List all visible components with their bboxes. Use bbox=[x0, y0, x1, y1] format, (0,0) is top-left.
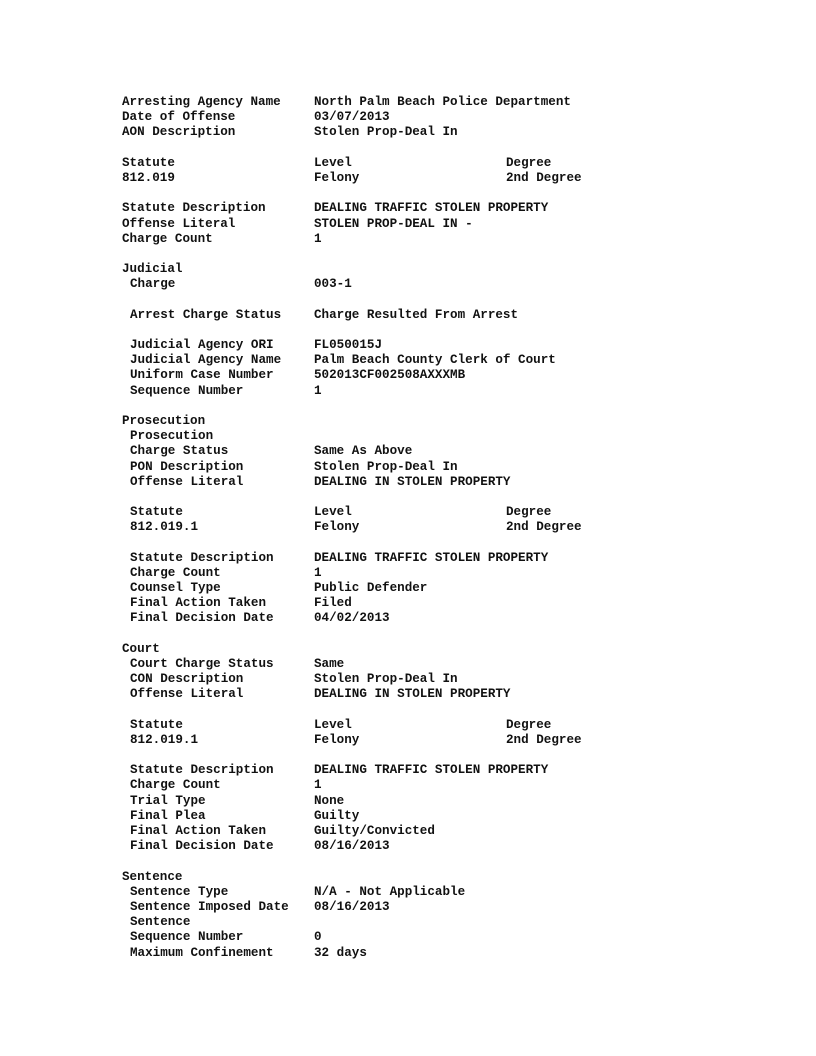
court-charge-status-row bbox=[122, 657, 762, 672]
final-plea-label: Final Plea bbox=[130, 808, 206, 823]
prosecution-statute-description-row bbox=[122, 551, 762, 566]
statute-description-value: DEALING TRAFFIC STOLEN PROPERTY bbox=[314, 201, 549, 216]
aon-description-value: Stolen Prop-Deal In bbox=[314, 125, 458, 140]
pon-description-value: Stolen Prop-Deal In bbox=[314, 459, 458, 474]
judicial-heading-row bbox=[122, 262, 762, 277]
charge-count-label: Charge Count bbox=[130, 565, 221, 580]
degree-header: Degree bbox=[506, 505, 552, 520]
sequence-number-label: Sequence Number bbox=[130, 930, 244, 945]
arrest-statute-row bbox=[122, 171, 762, 186]
uniform-case-number-row bbox=[122, 368, 762, 383]
sentence-imposed-date-label: Sentence Imposed Date bbox=[130, 899, 289, 914]
judicial-heading: Judicial bbox=[122, 262, 183, 277]
date-of-offense-label: Date of Offense bbox=[122, 110, 236, 125]
arrest-offense-literal-row bbox=[122, 217, 762, 232]
statute-description-value: DEALING TRAFFIC STOLEN PROPERTY bbox=[314, 763, 549, 778]
con-description-label: CON Description bbox=[130, 672, 244, 687]
level-value: Felony bbox=[314, 732, 360, 747]
judicial-charge-label: Charge bbox=[130, 277, 176, 292]
charge-count-value: 1 bbox=[314, 778, 322, 793]
court-charge-count-row bbox=[122, 778, 762, 793]
pon-description-label: PON Description bbox=[130, 459, 244, 474]
prosecution-heading-row bbox=[122, 414, 762, 429]
charge-count-label: Charge Count bbox=[130, 778, 221, 793]
arrest-charge-status-value: Charge Resulted From Arrest bbox=[314, 307, 519, 322]
court-charge-status-label: Court Charge Status bbox=[130, 656, 274, 671]
sentence-heading-row bbox=[122, 870, 762, 885]
aon-description-label: AON Description bbox=[122, 125, 236, 140]
sequence-number-value: 0 bbox=[314, 930, 322, 945]
prosecution-charge-status-row bbox=[122, 444, 762, 459]
final-action-label: Final Action Taken bbox=[130, 596, 267, 611]
prosecution-offense-literal-row bbox=[122, 475, 762, 490]
final-decision-date-value: 04/02/2013 bbox=[314, 611, 390, 626]
level-value: Felony bbox=[314, 520, 360, 535]
judicial-sequence-number-row bbox=[122, 384, 762, 399]
judicial-agency-ori-value: FL050015J bbox=[314, 338, 383, 352]
charge-count-value: 1 bbox=[314, 231, 322, 246]
charge-status-value: Same As Above bbox=[314, 444, 413, 459]
degree-header: Degree bbox=[506, 717, 552, 732]
maximum-confinement-row bbox=[122, 946, 762, 961]
level-header: Level bbox=[314, 155, 352, 170]
arrest-charge-count-row bbox=[122, 232, 762, 247]
statute-header: Statute bbox=[122, 155, 175, 170]
statute-description-value: DEALING TRAFFIC STOLEN PROPERTY bbox=[314, 550, 549, 565]
date-of-offense-value: 03/07/2013 bbox=[314, 110, 390, 125]
trial-type-label: Trial Type bbox=[130, 793, 206, 808]
prosecution-statute-header-row bbox=[122, 505, 762, 520]
final-action-value: Guilty/Convicted bbox=[314, 824, 435, 838]
sentence-subheading: Sentence bbox=[130, 915, 191, 930]
court-charge-status-value: Same bbox=[314, 656, 345, 671]
offense-literal-label: Offense Literal bbox=[130, 474, 244, 489]
final-decision-date-label: Final Decision Date bbox=[130, 611, 274, 626]
offense-literal-label: Offense Literal bbox=[130, 687, 244, 702]
prosecution-final-date-row bbox=[122, 611, 762, 626]
statute-description-label: Statute Description bbox=[122, 201, 266, 216]
offense-literal-value: DEALING IN STOLEN PROPERTY bbox=[314, 474, 511, 489]
sentence-type-value: N/A - Not Applicable bbox=[314, 884, 466, 899]
aon-description-row bbox=[122, 125, 762, 140]
arresting-agency-row bbox=[122, 95, 762, 110]
offense-literal-value: STOLEN PROP-DEAL IN - bbox=[314, 216, 473, 231]
final-action-label: Final Action Taken bbox=[130, 824, 267, 838]
uniform-case-number-value: 502013CF002508AXXXMB bbox=[314, 368, 466, 383]
judicial-agency-name-label: Judicial Agency Name bbox=[130, 353, 282, 368]
court-heading-row bbox=[122, 642, 762, 657]
court-offense-literal-row bbox=[122, 687, 762, 702]
maximum-confinement-value: 32 days bbox=[314, 945, 367, 960]
statute-description-label: Statute Description bbox=[130, 550, 274, 565]
statute-value: 812.019 bbox=[122, 170, 175, 185]
arresting-agency-value: North Palm Beach Police Department bbox=[314, 95, 571, 109]
final-plea-row bbox=[122, 809, 762, 824]
sequence-number-value: 1 bbox=[314, 383, 322, 398]
court-statute-description-row bbox=[122, 763, 762, 778]
charge-count-value: 1 bbox=[314, 565, 322, 580]
maximum-confinement-label: Maximum Confinement bbox=[130, 945, 274, 960]
judicial-agency-ori-label: Judicial Agency ORI bbox=[130, 338, 274, 352]
prosecution-charge-count-row bbox=[122, 566, 762, 581]
trial-type-value: None bbox=[314, 793, 345, 808]
counsel-type-value: Public Defender bbox=[314, 581, 428, 595]
final-decision-date-label: Final Decision Date bbox=[130, 839, 274, 854]
court-final-action-row bbox=[122, 824, 762, 839]
pon-description-row bbox=[122, 460, 762, 475]
prosecution-heading: Prosecution bbox=[122, 413, 206, 428]
level-value: Felony bbox=[314, 170, 360, 185]
prosecution-final-action-row bbox=[122, 596, 762, 611]
arrest-statute-description-row bbox=[122, 201, 762, 216]
court-statute-header-row bbox=[122, 718, 762, 733]
charge-record-document bbox=[122, 95, 762, 961]
sentence-imposed-date-value: 08/16/2013 bbox=[314, 899, 390, 914]
degree-value: 2nd Degree bbox=[506, 170, 582, 185]
judicial-agency-name-value: Palm Beach County Clerk of Court bbox=[314, 353, 556, 368]
statute-header: Statute bbox=[130, 505, 183, 520]
con-description-row bbox=[122, 672, 762, 687]
level-header: Level bbox=[314, 717, 352, 732]
final-decision-date-value: 08/16/2013 bbox=[314, 839, 390, 854]
statute-value: 812.019.1 bbox=[130, 520, 199, 535]
charge-status-label: Charge Status bbox=[130, 444, 229, 459]
sentence-sequence-number-row bbox=[122, 930, 762, 945]
date-of-offense-row bbox=[122, 110, 762, 125]
prosecution-subheading: Prosecution bbox=[130, 429, 214, 444]
statute-header: Statute bbox=[130, 717, 183, 732]
sentence-type-row bbox=[122, 885, 762, 900]
level-header: Level bbox=[314, 505, 352, 520]
court-final-date-row bbox=[122, 839, 762, 854]
court-heading: Court bbox=[122, 641, 160, 656]
counsel-type-label: Counsel Type bbox=[130, 581, 221, 595]
arrest-statute-header-row bbox=[122, 156, 762, 171]
degree-value: 2nd Degree bbox=[506, 732, 582, 747]
arrest-charge-status-row bbox=[122, 308, 762, 323]
statute-value: 812.019.1 bbox=[130, 732, 199, 747]
trial-type-row bbox=[122, 794, 762, 809]
uniform-case-number-label: Uniform Case Number bbox=[130, 368, 274, 383]
prosecution-statute-row bbox=[122, 520, 762, 535]
judicial-charge-row bbox=[122, 277, 762, 292]
court-statute-row bbox=[122, 733, 762, 748]
counsel-type-row bbox=[122, 581, 762, 596]
degree-header: Degree bbox=[506, 155, 552, 170]
sentence-subheading-row bbox=[122, 915, 762, 930]
arresting-agency-label: Arresting Agency Name bbox=[122, 95, 281, 109]
judicial-agency-ori-row bbox=[122, 338, 762, 353]
con-description-value: Stolen Prop-Deal In bbox=[314, 672, 458, 687]
sentence-heading: Sentence bbox=[122, 869, 183, 884]
sentence-imposed-date-row bbox=[122, 900, 762, 915]
arrest-charge-status-label: Arrest Charge Status bbox=[130, 307, 282, 322]
prosecution-subheading-row bbox=[122, 429, 762, 444]
judicial-charge-value: 003-1 bbox=[314, 277, 352, 292]
sequence-number-label: Sequence Number bbox=[130, 383, 244, 398]
offense-literal-value: DEALING IN STOLEN PROPERTY bbox=[314, 687, 511, 702]
statute-description-label: Statute Description bbox=[130, 763, 274, 778]
degree-value: 2nd Degree bbox=[506, 520, 582, 535]
sentence-type-label: Sentence Type bbox=[130, 884, 229, 899]
final-action-value: Filed bbox=[314, 596, 352, 611]
final-plea-value: Guilty bbox=[314, 808, 360, 823]
offense-literal-label: Offense Literal bbox=[122, 216, 236, 231]
judicial-agency-name-row bbox=[122, 353, 762, 368]
charge-count-label: Charge Count bbox=[122, 231, 213, 246]
